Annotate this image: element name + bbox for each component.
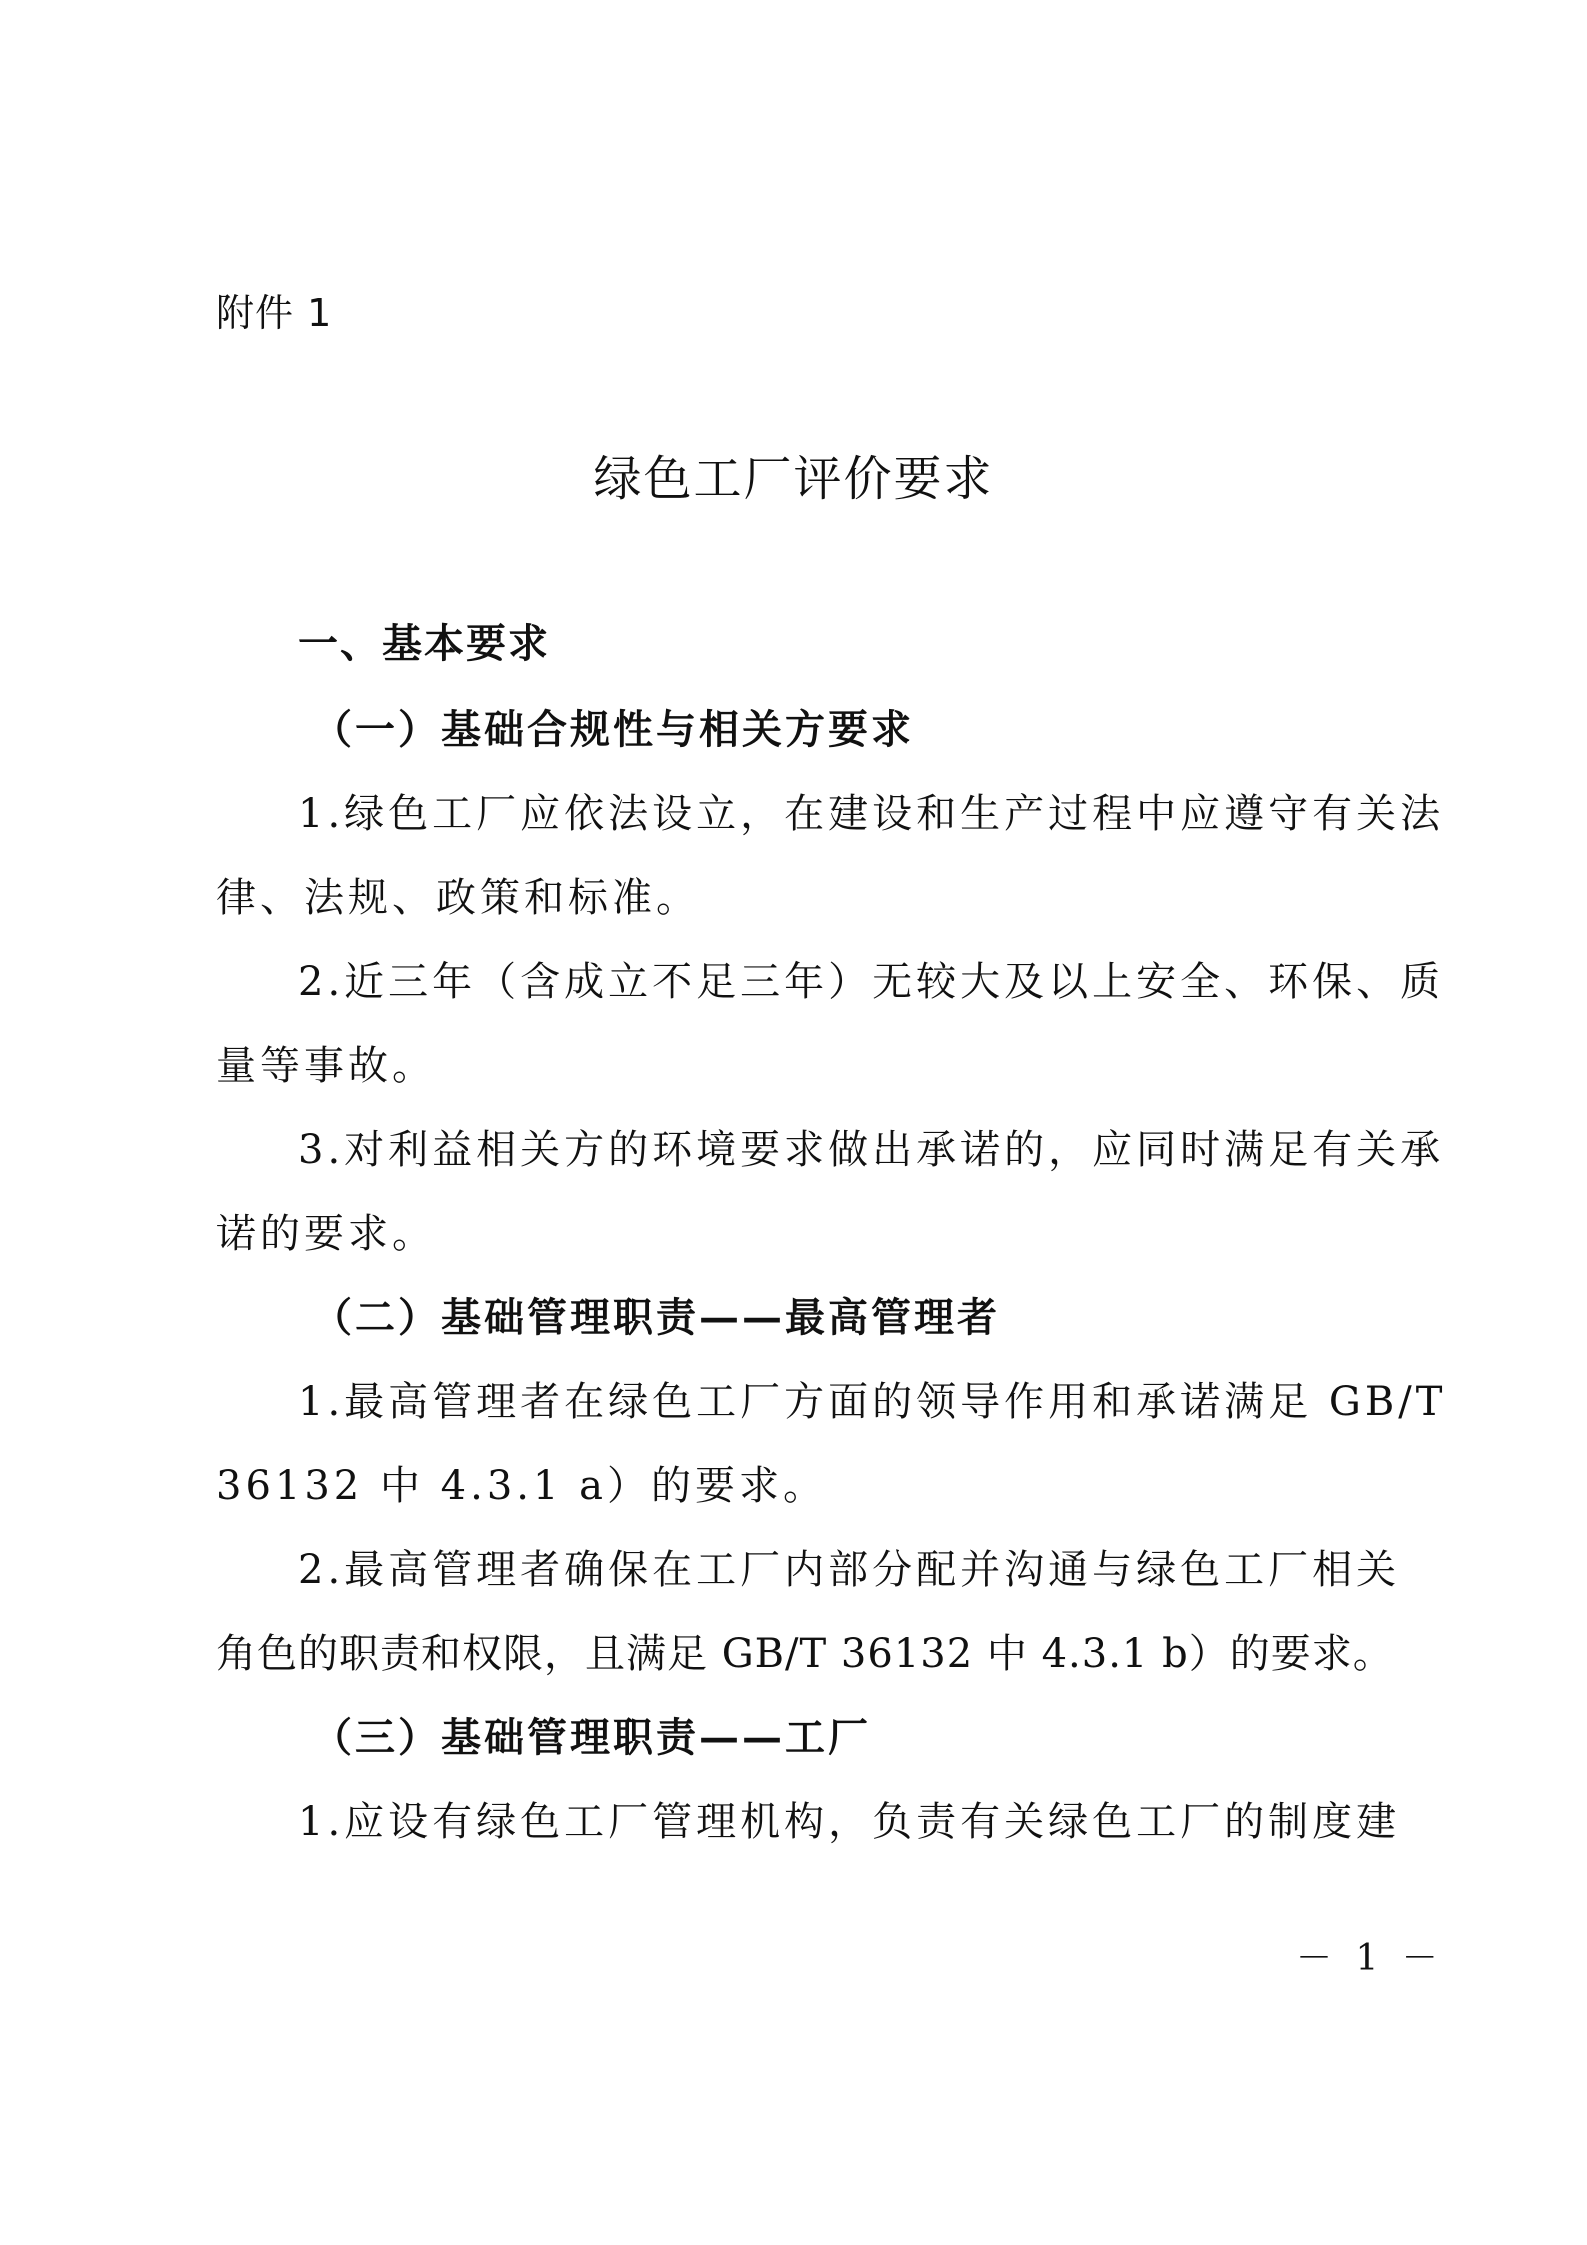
paragraph-line: 3.对利益相关方的环境要求做出承诺的，应同时满足有关承 (298, 1127, 1445, 1173)
subsection-heading-top-management: （二）基础管理职责——最高管理者 (312, 1294, 1000, 1341)
page-number: － 1 － (1296, 1938, 1444, 1979)
paragraph-line: 角色的职责和权限，且满足 GB/T 36132 中 4.3.1 b）的要求。 (216, 1631, 1394, 1677)
paragraph-line: 1.最高管理者在绿色工厂方面的领导作用和承诺满足 GB/T (298, 1379, 1447, 1425)
subsection-heading-compliance: （一）基础合规性与相关方要求 (312, 706, 914, 753)
paragraph-line: 2.近三年（含成立不足三年）无较大及以上安全、环保、质 (298, 959, 1445, 1005)
paragraph-line: 2.最高管理者确保在工厂内部分配并沟通与绿色工厂相关 (298, 1547, 1401, 1593)
attachment-label: 附件 1 (216, 291, 333, 335)
paragraph-line: 1.应设有绿色工厂管理机构，负责有关绿色工厂的制度建 (298, 1799, 1401, 1845)
paragraph-line: 量等事故。 (216, 1043, 436, 1089)
paragraph-line: 律、法规、政策和标准。 (216, 875, 700, 921)
subsection-heading-factory: （三）基础管理职责——工厂 (312, 1714, 871, 1761)
document-title: 绿色工厂评价要求 (593, 451, 994, 507)
paragraph-line: 1.绿色工厂应依法设立，在建设和生产过程中应遵守有关法 (298, 791, 1445, 837)
section-heading-basic-requirements: 一、基本要求 (298, 621, 550, 667)
paragraph-line: 36132 中 4.3.1 a）的要求。 (216, 1463, 828, 1509)
paragraph-line: 诺的要求。 (216, 1211, 436, 1257)
